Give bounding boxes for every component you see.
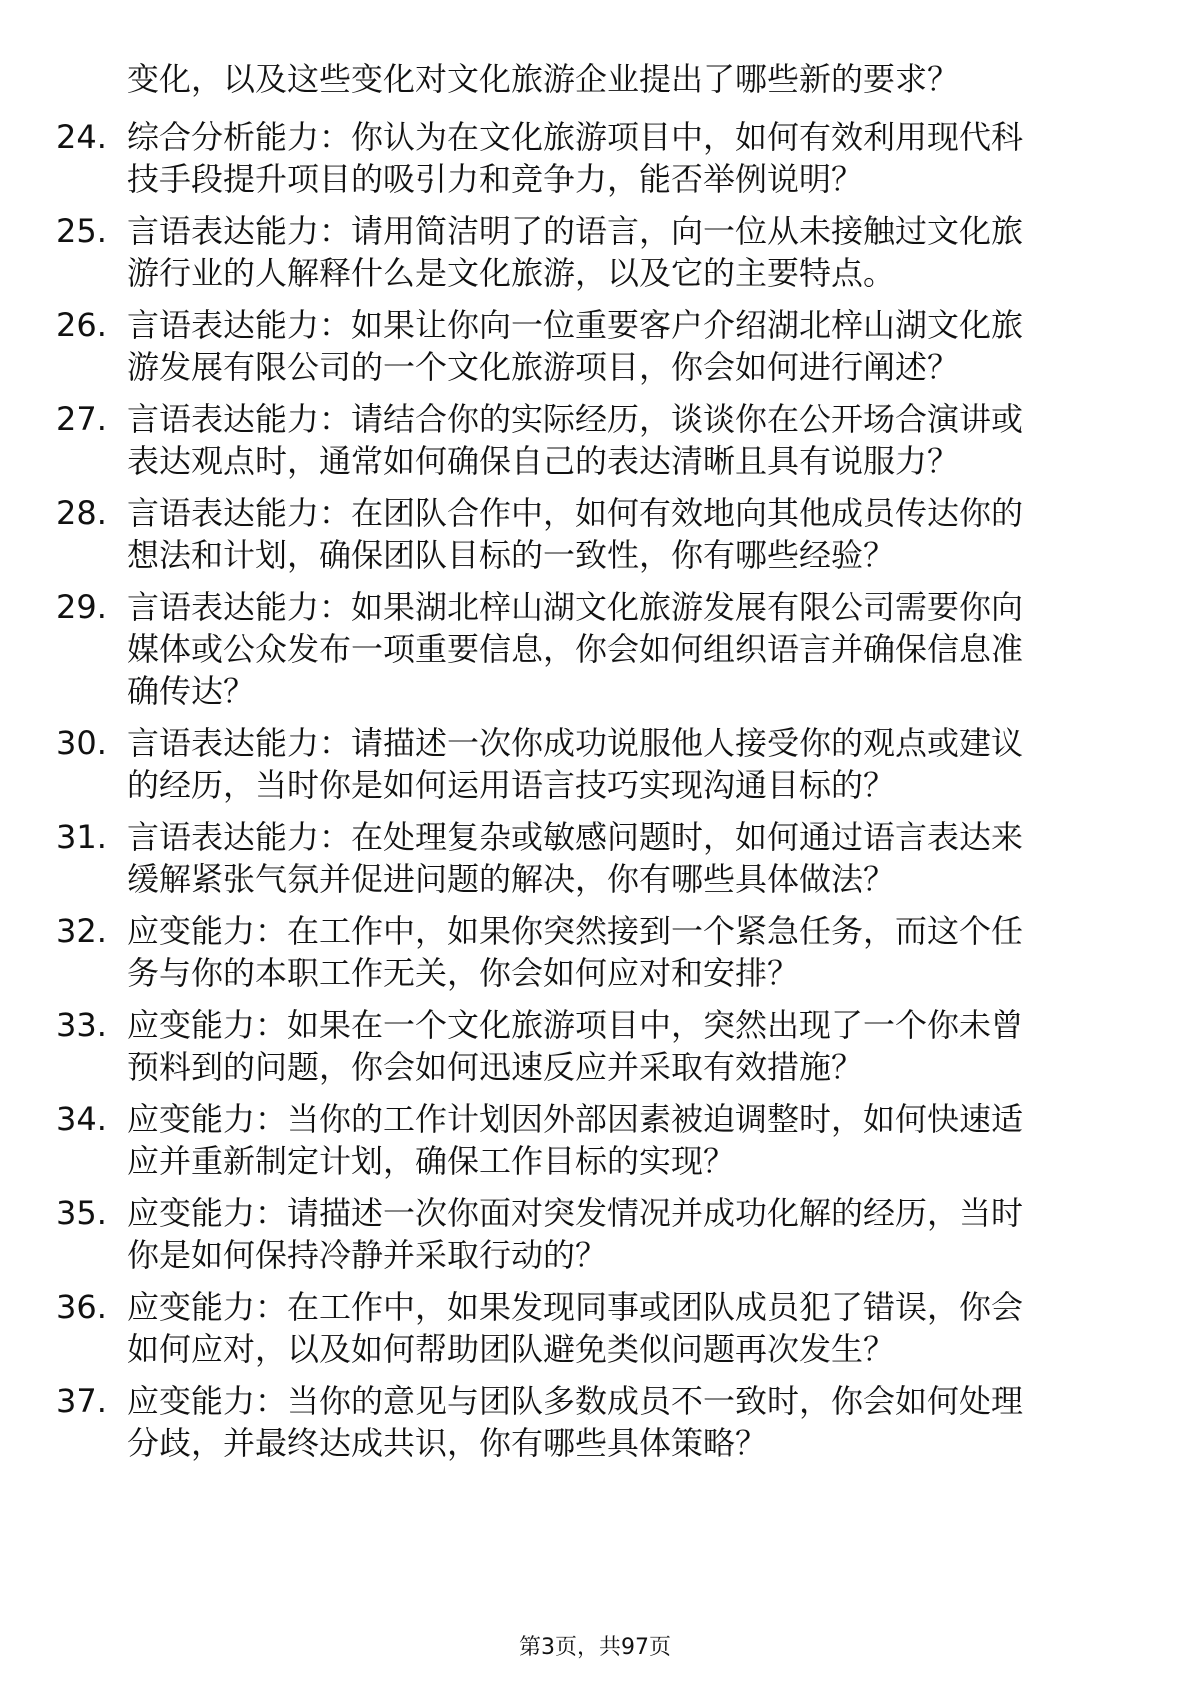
question-text (127, 116, 1112, 200)
question-text-line: 的经历，当时你是如何运用语言技巧实现沟通目标的？ (127, 766, 896, 804)
question-item (0, 1286, 1190, 1380)
question-text-line: 游行业的人解释什么是文化旅游，以及它的主要特点。 (127, 254, 896, 292)
continuation-line: 变化，以及这些变化对文化旅游企业提出了哪些新的要求？ (127, 60, 960, 98)
question-text (127, 910, 1112, 994)
question-text-line: 如何应对，以及如何帮助团队避免类似问题再次发生？ (127, 1330, 896, 1368)
question-text-line: 言语表达能力：在处理复杂或敏感问题时，如何通过语言表达来 (127, 818, 1024, 856)
question-list (0, 116, 1190, 1474)
question-text-line: 表达观点时，通常如何确保自己的表达清晰且具有说服力？ (127, 442, 960, 480)
question-text (127, 398, 1112, 482)
question-text-line: 言语表达能力：如果让你向一位重要客户介绍湖北梓山湖文化旅 (127, 306, 1024, 344)
question-text-line: 确传达？ (127, 672, 256, 710)
question-text-line: 言语表达能力：在团队合作中，如何有效地向其他成员传达你的 (127, 494, 1024, 532)
question-text-line: 媒体或公众发布一项重要信息，你会如何组织语言并确保信息准 (127, 630, 1024, 668)
question-text (127, 1098, 1112, 1182)
question-text-line: 应变能力：当你的工作计划因外部因素被迫调整时，如何快速适 (127, 1100, 1024, 1138)
question-item (0, 304, 1190, 398)
question-text-line: 应变能力：在工作中，如果发现同事或团队成员犯了错误，你会 (127, 1288, 1024, 1326)
question-number: 35. (56, 1194, 107, 1232)
question-text-line: 想法和计划，确保团队目标的一致性，你有哪些经验？ (127, 536, 896, 574)
question-number: 24. (56, 118, 107, 156)
question-number: 27. (56, 400, 107, 438)
question-text-line: 应变能力：当你的意见与团队多数成员不一致时，你会如何处理 (127, 1382, 1024, 1420)
question-item (0, 1380, 1190, 1474)
question-item (0, 586, 1190, 722)
question-number: 33. (56, 1006, 107, 1044)
question-text-line: 综合分析能力：你认为在文化旅游项目中，如何有效利用现代科 (127, 118, 1024, 156)
question-number: 37. (56, 1382, 107, 1420)
question-text-line: 游发展有限公司的一个文化旅游项目，你会如何进行阐述？ (127, 348, 960, 386)
question-item (0, 116, 1190, 210)
question-text-line: 技手段提升项目的吸引力和竞争力，能否举例说明？ (127, 160, 864, 198)
question-text-line: 预料到的问题，你会如何迅速反应并采取有效措施？ (127, 1048, 864, 1086)
question-text-line: 言语表达能力：请描述一次你成功说服他人接受你的观点或建议 (127, 724, 1024, 762)
question-number: 31. (56, 818, 107, 856)
question-text-line: 应并重新制定计划，确保工作目标的实现？ (127, 1142, 736, 1180)
question-number: 30. (56, 724, 107, 762)
question-item (0, 1098, 1190, 1192)
question-text (127, 722, 1112, 806)
question-text (127, 1286, 1112, 1370)
question-text (127, 304, 1112, 388)
question-number: 32. (56, 912, 107, 950)
question-item (0, 910, 1190, 1004)
question-item (0, 1192, 1190, 1286)
question-item (0, 722, 1190, 816)
question-text (127, 492, 1112, 576)
question-text-line: 言语表达能力：请结合你的实际经历，谈谈你在公开场合演讲或 (127, 400, 1024, 438)
question-item (0, 816, 1190, 910)
question-item (0, 1004, 1190, 1098)
question-text-line: 缓解紧张气氛并促进问题的解决，你有哪些具体做法？ (127, 860, 896, 898)
question-number: 36. (56, 1288, 107, 1326)
question-number: 34. (56, 1100, 107, 1138)
question-item (0, 398, 1190, 492)
question-text (127, 1192, 1112, 1276)
question-text (127, 586, 1112, 712)
question-text-line: 应变能力：如果在一个文化旅游项目中，突然出现了一个你未曾 (127, 1006, 1024, 1044)
question-item (0, 492, 1190, 586)
question-number: 26. (56, 306, 107, 344)
question-item (0, 210, 1190, 304)
question-text-line: 言语表达能力：如果湖北梓山湖文化旅游发展有限公司需要你向 (127, 588, 1024, 626)
question-text-line: 你是如何保持冷静并采取行动的？ (127, 1236, 608, 1274)
question-number: 29. (56, 588, 107, 626)
question-text (127, 1380, 1112, 1464)
question-number: 25. (56, 212, 107, 250)
question-text-line: 应变能力：请描述一次你面对突发情况并成功化解的经历，当时 (127, 1194, 1024, 1232)
question-text-line: 言语表达能力：请用简洁明了的语言，向一位从未接触过文化旅 (127, 212, 1024, 250)
question-text-line: 分歧，并最终达成共识，你有哪些具体策略？ (127, 1424, 768, 1462)
question-text-line: 务与你的本职工作无关，你会如何应对和安排？ (127, 954, 800, 992)
question-text (127, 816, 1112, 900)
question-text (127, 210, 1112, 294)
page-footer: 第3页，共97页 (519, 1635, 671, 1660)
question-text-line: 应变能力：在工作中，如果你突然接到一个紧急任务，而这个任 (127, 912, 1024, 950)
question-text (127, 1004, 1112, 1088)
question-number: 28. (56, 494, 107, 532)
